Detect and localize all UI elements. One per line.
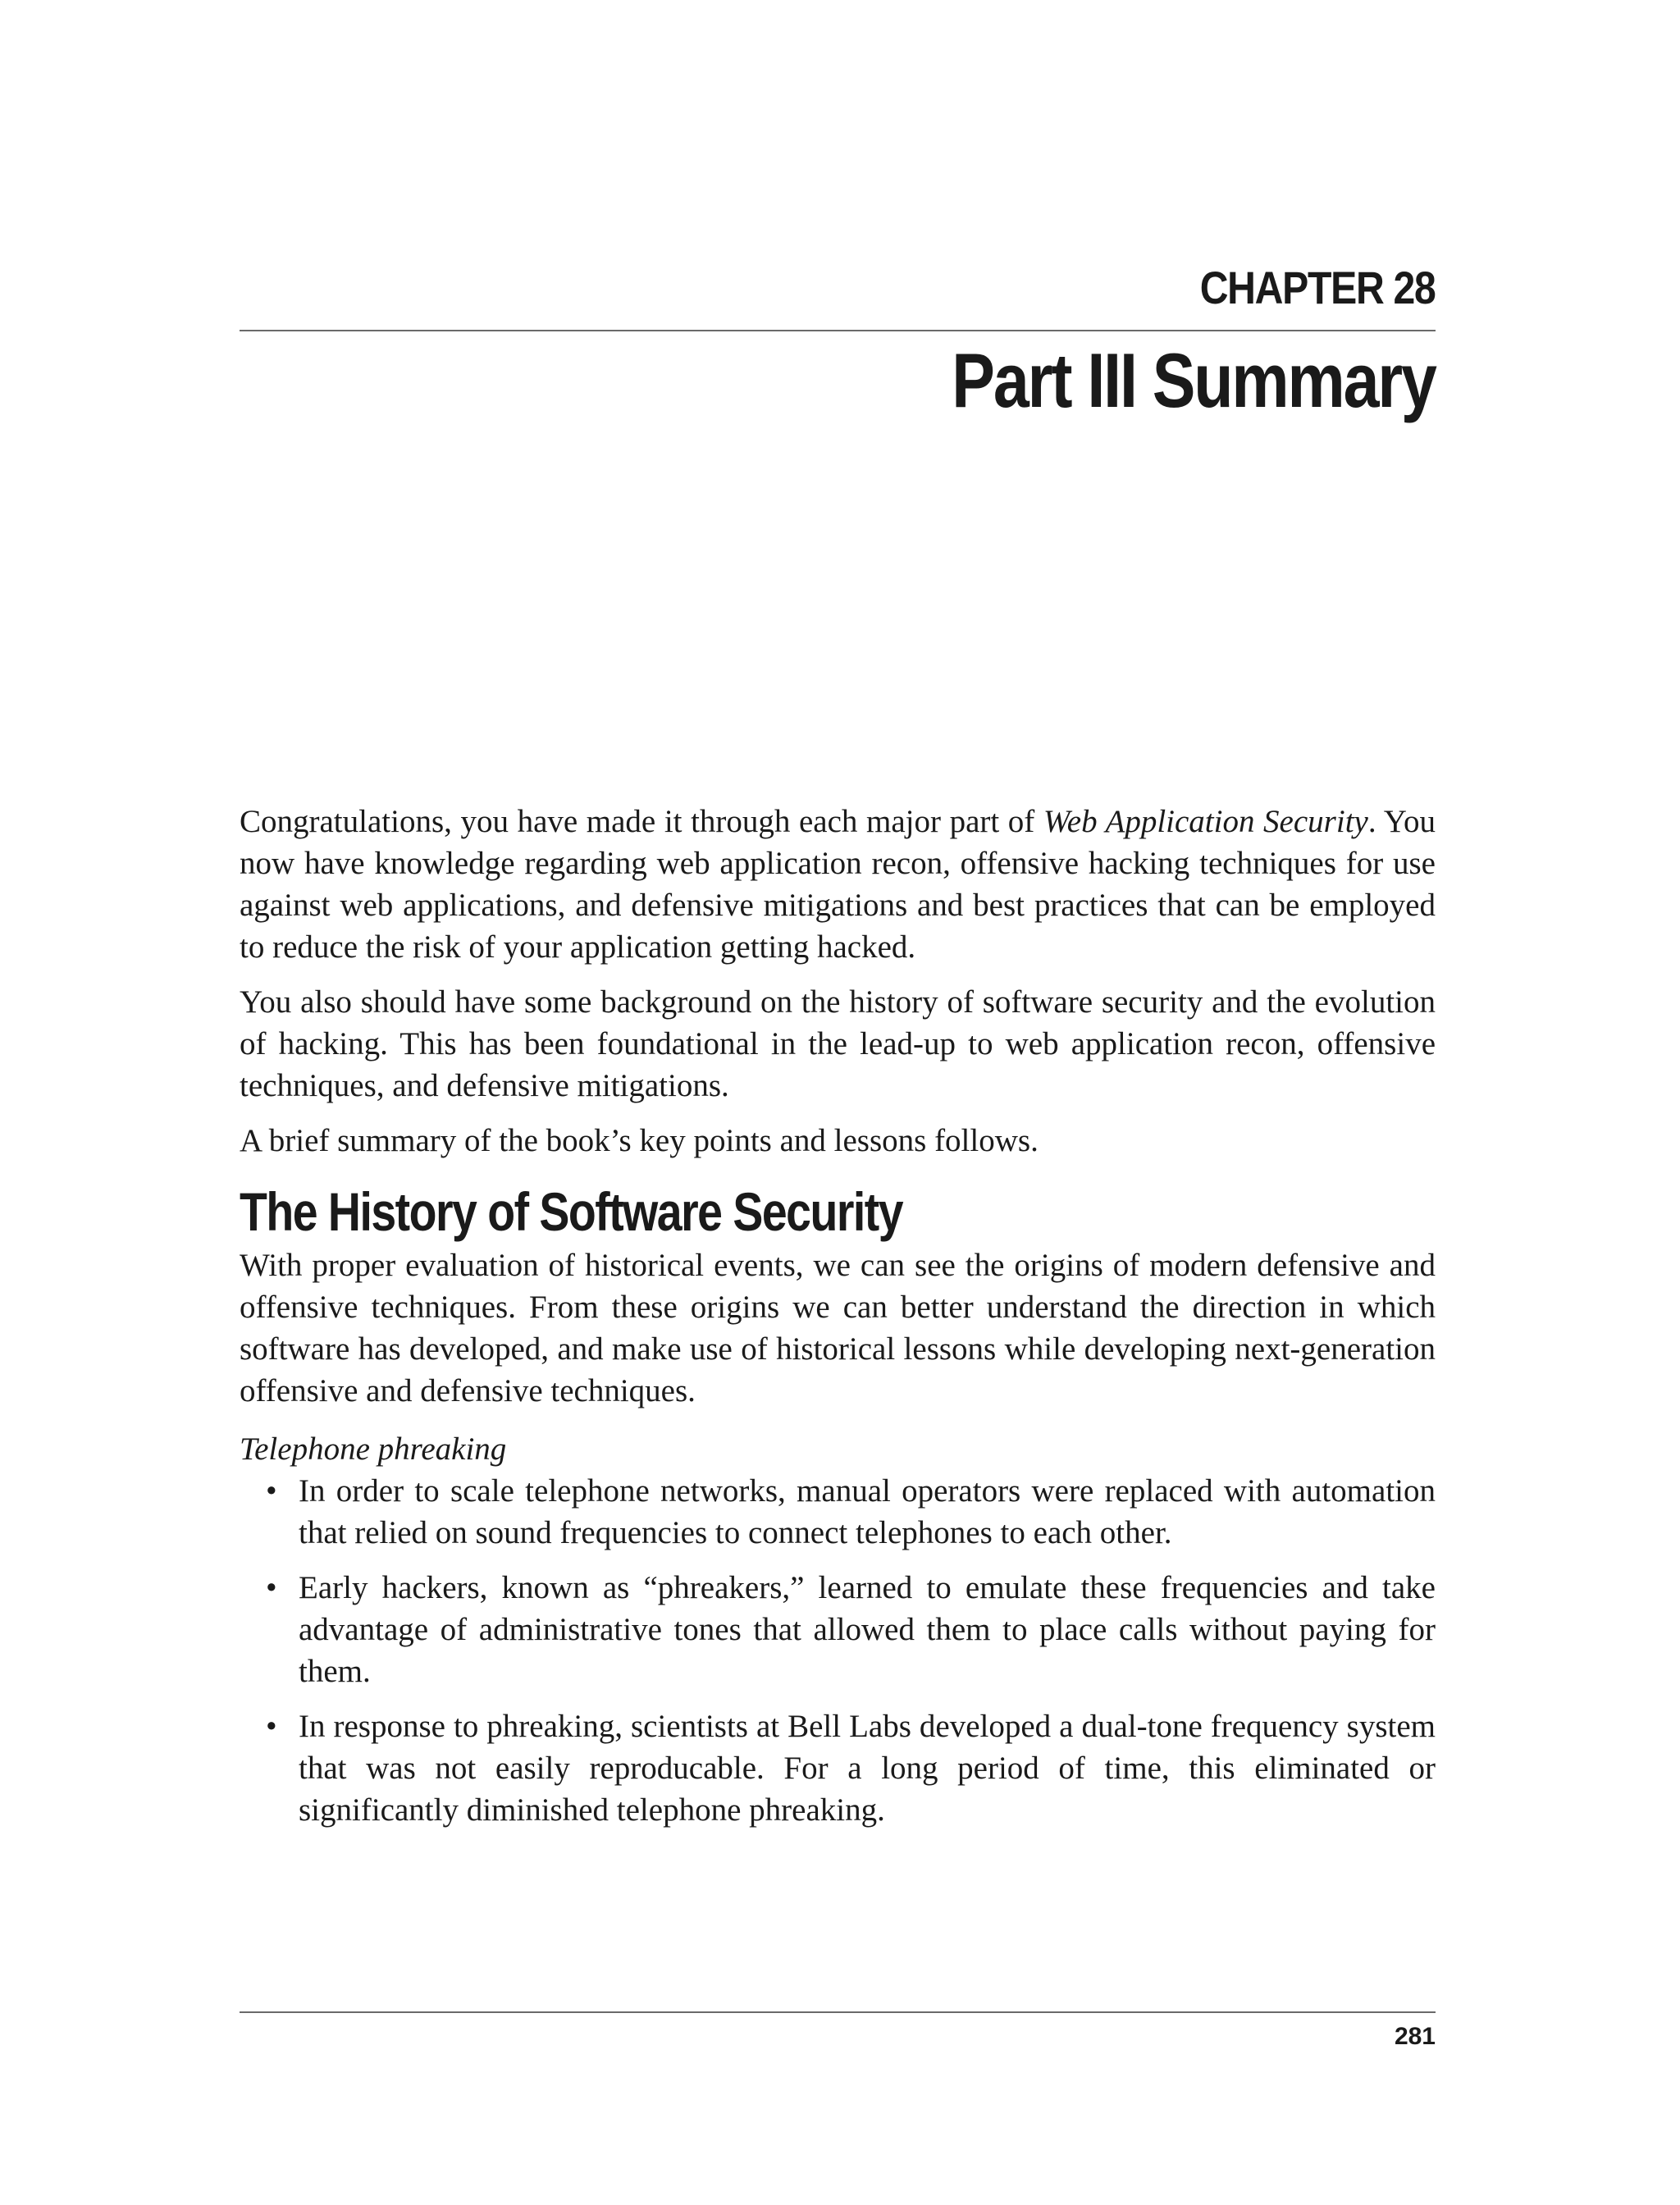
intro-p1-before: Congratulations, you have made it through each major part of xyxy=(240,804,1043,839)
page-number: 281 xyxy=(1394,2023,1436,2050)
body-text xyxy=(240,801,1436,1844)
bullet-icon: • xyxy=(266,1473,277,1509)
chapter-title: Part III Summary xyxy=(952,337,1436,423)
bullet-icon: • xyxy=(266,1570,277,1605)
list-item-text: Early hackers, known as “phreakers,” learned to emulate these frequencies and take advantage of administrative tones that allowed them to place calls without paying for them. xyxy=(299,1570,1436,1689)
list-item xyxy=(266,1470,1436,1554)
list-item-text: In order to scale telephone networks, manual operators were replaced with automation that relied on sound frequencies to connect telephones to each other. xyxy=(299,1473,1436,1550)
intro-paragraph-2: You also should have some background on the history of software security and the evolution of hacking. This has been foundational in the lead-up to web application recon, offensive techniques, and defensive mitigations. xyxy=(240,984,1436,1103)
list-item-text: In response to phreaking, scientists at Bell Labs developed a dual-tone frequency system that was not easily reproducable. For a long period of time, this eliminated or significantly diminished telephone phreaking. xyxy=(299,1709,1436,1828)
section-heading: The History of Software Security xyxy=(240,1181,903,1242)
list-item xyxy=(266,1567,1436,1692)
section-paragraph-1: With proper evaluation of historical events, we can see the origins of modern defensive and offensive techniques. From these origins we can better understand the direction in which software has developed, and make use of historical lessons while developing next-generation offensive and defensive techniques. xyxy=(240,1248,1436,1408)
term-heading: Telephone phreaking xyxy=(240,1431,507,1467)
chapter-label: CHAPTER 28 xyxy=(1200,262,1436,313)
book-title: Web Application Security xyxy=(1043,804,1368,839)
intro-p1-after: . You now have knowledge regarding web application recon, offensive hacking techniques for use against web applications, and defensive mitigations and best practices that can be employed to reduce the risk of your application getting hacked. xyxy=(240,804,1436,965)
intro-paragraph-3: A brief summary of the book’s key points and lessons follows. xyxy=(240,1123,1039,1158)
chapter-rule xyxy=(240,330,1436,331)
bullet-list xyxy=(240,1470,1436,1831)
intro-paragraph-1 xyxy=(240,801,1436,968)
footer-rule xyxy=(240,2011,1436,2013)
bullet-icon: • xyxy=(266,1709,277,1744)
list-item xyxy=(266,1705,1436,1831)
